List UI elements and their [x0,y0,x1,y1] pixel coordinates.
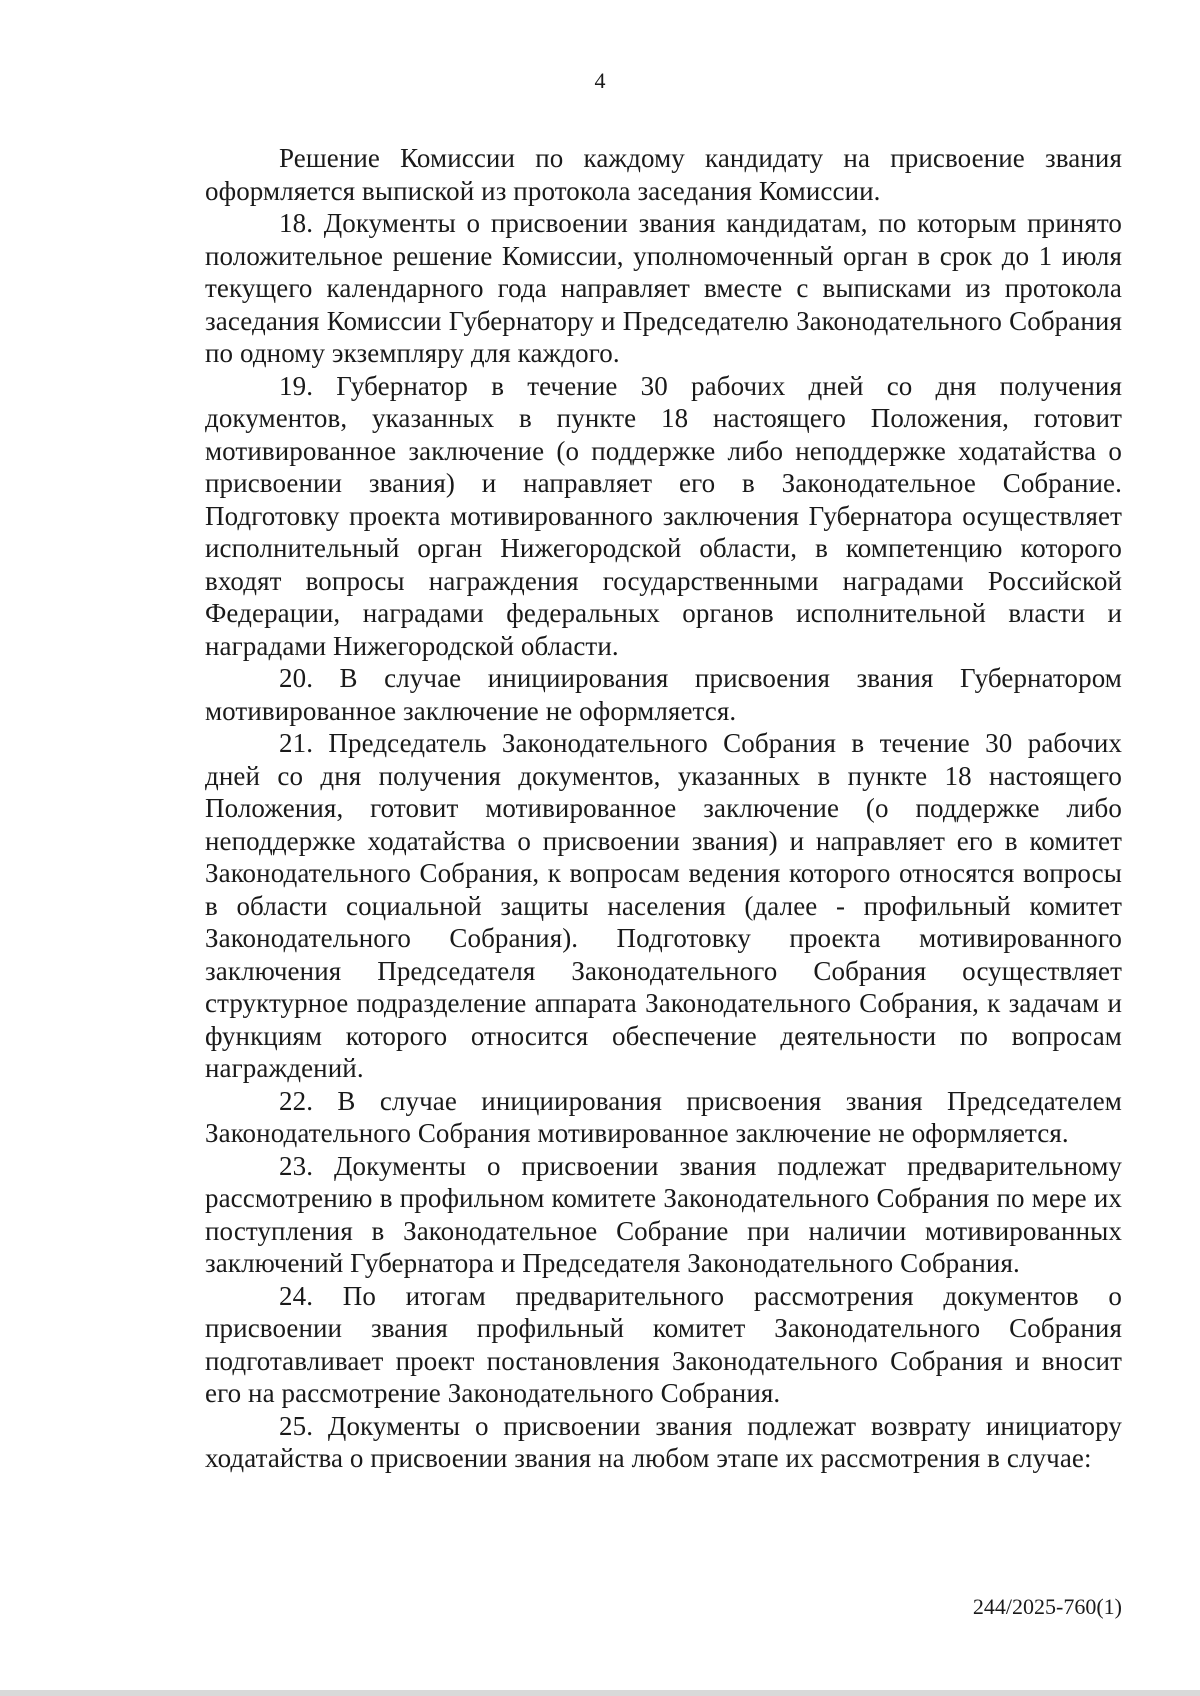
paragraph-item-21: 21. Председатель Законодательного Собрания в течение 30 рабочих дней со дня получения документов, указанных в пункте 18 настоящего Положения, готовит мотивированное заключение (о поддержке либо неподдержке ходатайства о присвоении звания) и направляет его в комитет Законодательного Собрания, к вопросам ведения которого относятся вопросы в области социальной защиты населения (далее - профильный комитет Законодательного Собрания). Подготовку проекта мотивированного заключения Председателя Законодательного Собрания осуществляет структурное подразделение аппарата Законодательного Собрания, к задачам и функциям которого относится обеспечение деятельности по вопросам награждений. [205,728,1122,1083]
paragraph-item-23: 23. Документы о присвоении звания подлежат предварительному рассмотрению в профильном комитете Законодательного Собрания по мере их поступления в Законодательное Собрание при наличии мотивированных заключений Губернатора и Председателя Законодательного Собрания. [205,1150,1122,1278]
paragraph-item-24: 24. По итогам предварительного рассмотрения документов о присвоении звания профильный комитет Законодательного Собрания подготавливает проект постановления Законодательного Собрания и вносит его на рассмотрение Законодательного Собрания. [205,1280,1122,1408]
paragraph-item-22: 22. В случае инициирования присвоения звания Председателем Законодательного Собрания мотивированное заключение не оформляется. [205,1085,1122,1148]
paragraph-item-20: 20. В случае инициирования присвоения звания Губернатором мотивированное заключение не оформляется. [205,663,1122,726]
document-code: 244/2025-760(1) [972,1594,1122,1619]
page-number: 4 [594,68,606,93]
paragraph-item-18: 18. Документы о присвоении звания кандидатам, по которым принято положительное решение Комиссии, уполномоченный орган в срок до 1 июля текущего календарного года направляет вместе с выписками из протокола заседания Комиссии Губернатору и Председателю Законодательного Собрания по одному экземпляру для каждого. [205,208,1122,368]
paragraph: Решение Комиссии по каждому кандидату на присвоение звания оформляется выпиской из протокола заседания Комиссии. [205,143,1122,206]
document-body [205,142,1122,1475]
paragraph-item-25: 25. Документы о присвоении звания подлежат возврату инициатору ходатайства о присвоении звания на любом этапе их рассмотрения в случае: [205,1410,1122,1473]
page-bottom-edge [0,1690,1200,1696]
paragraph-item-19: 19. Губернатор в течение 30 рабочих дней со дня получения документов, указанных в пункте 18 настоящего Положения, готовит мотивированное заключение (о поддержке либо неподдержке ходатайства о присвоении звания) и направляет его в Законодательное Собрание. Подготовку проекта мотивированного заключения Губернатора осуществляет исполнительный орган Нижегородской области, в компетенцию которого входят вопросы награждения государственными наградами Российской Федерации, наградами федеральных органов исполнительной власти и наградами Нижегородской области. [205,370,1122,661]
